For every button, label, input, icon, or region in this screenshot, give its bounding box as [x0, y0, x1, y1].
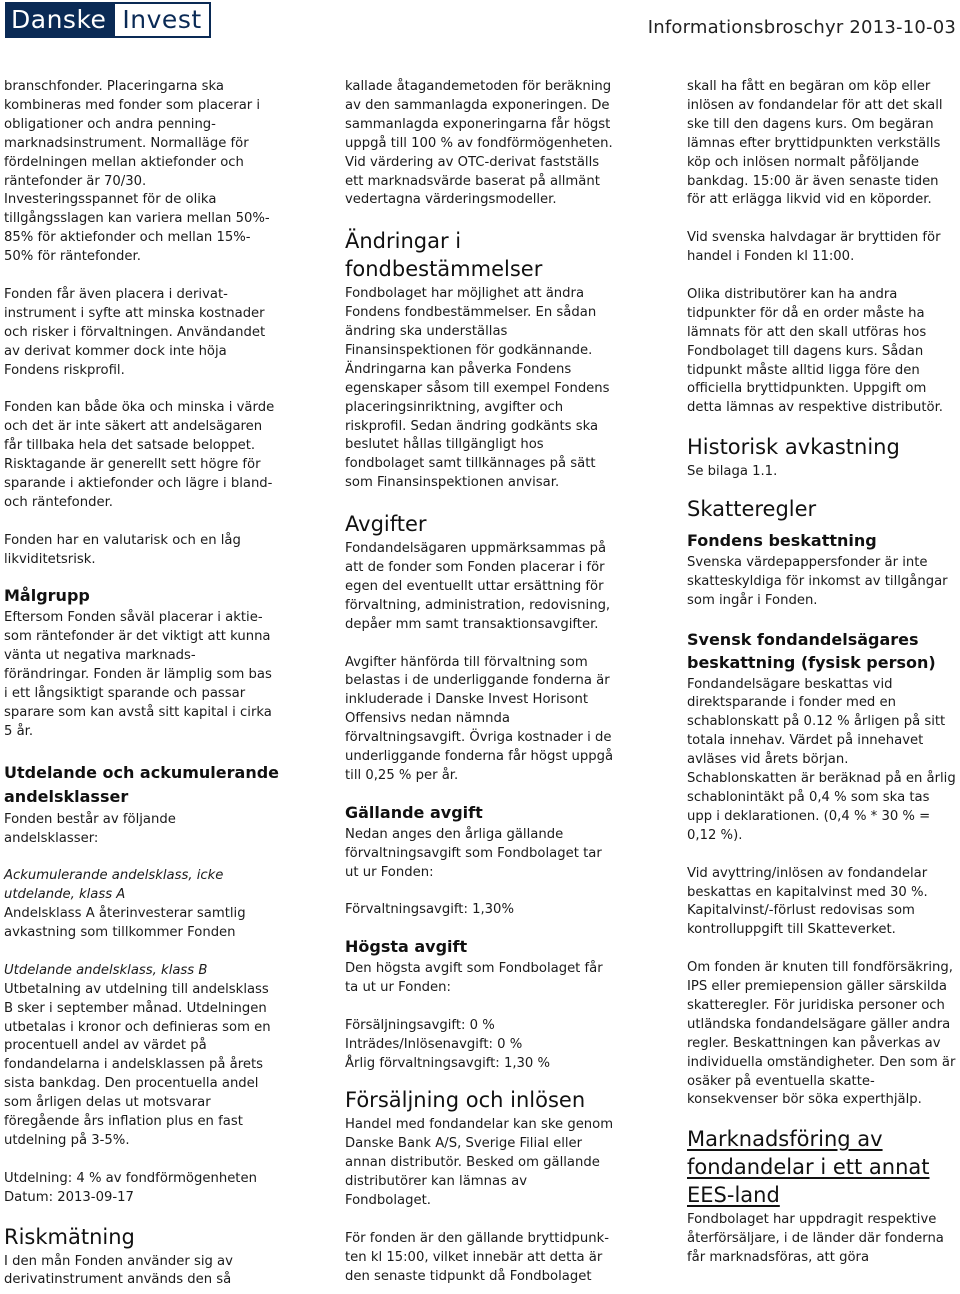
paragraph: kallade åtagandemetoden för beräkning av den sammanlagda exponeringen. De sammanlagda exponeringarna får högst uppgå till 100 % av fondförmögenheten. Vid värdering av OTC-derivat fastställs ett marknadsvärde baserat på allmänt vedertagna värderingsmodeller.: [345, 79, 613, 208]
paragraph: branschfonder. Placeringarna ska kombineras med fonder som placerar i obligationer och andra penning- marknadsinstrument. Normalläge för fördelningen mellan aktiefonder och räntefonder är 70/30. Investeringsspannet för de olika tillgångsslagen kan variera mellan 50%- 85% för aktiefonder och mellan 15%- 50% för räntefonder.: [4, 79, 270, 265]
heading-marknadsforing: Marknadsföring av fondandelar i ett annat EES-land: [687, 1127, 930, 1208]
paragraph: Fonden kan både öka och minska i värde och det är inte säkert att andelsägaren får tillbaka hela det satsade beloppet. Risktagande är generellt sett högre för sparande i aktiefonder och lägre i bland- och räntefonder.: [4, 400, 275, 510]
paragraph: Nedan anges den årliga gällande förvaltningsavgift som Fondbolaget tar ut ur Fonden:: [345, 826, 602, 880]
page-header: [0, 0, 960, 60]
heading-utdelande: Utdelande och ackumulerande andelsklasser: [4, 762, 280, 806]
paragraph: Fondandelsägaren uppmärksammas på att de fonder som Fonden placerar i för egen del eventuellt uttar ersättning för förvaltning, administration, redovisning, depåer mm samt transaktionsavgifter.: [345, 541, 611, 632]
paragraph: Förvaltningsavgift: 1,30%: [345, 902, 514, 918]
heading-historisk: Historisk avkastning: [687, 435, 900, 460]
danske-invest-logo: [5, 2, 211, 38]
heading-skatteregler: Skatteregler: [687, 496, 817, 521]
paragraph: Den högsta avgift som Fondbolaget får ta ut ur Fonden:: [345, 961, 603, 996]
paragraph: Fonden har en valutarisk och en låg likviditetsrisk.: [4, 532, 241, 567]
paragraph: Vid svenska halvdagar är bryttiden för handel i Fonden kl 11:00.: [687, 230, 941, 265]
paragraph: Svenska värdepappersfonder är inte skatteskyldiga för inkomst av tillgångar som ingår i Fonden.: [687, 554, 948, 608]
column-1: [4, 78, 294, 1294]
paragraph: För fonden är den gällande bryttidpunk- ten kl 15:00, vilket innebär att detta är den senaste tidpunkt då Fondbolaget: [345, 1230, 609, 1284]
paragraph: I den mån Fonden använder sig av derivatinstrument används den så: [4, 1253, 233, 1288]
heading-malgrupp: Målgrupp: [4, 586, 90, 606]
paragraph: Fondbolaget har uppdragit respektive återförsäljare, i de länder där fonderna får marknadsföras, att göra: [687, 1212, 944, 1266]
heading-avgifter: Avgifter: [345, 512, 427, 537]
logo-invest: Invest: [113, 2, 210, 38]
paragraph: Handel med fondandelar kan ske genom Danske Bank A/S, Sverige Filial eller annan distributör. Besked om gällande distributörer kan lämnas av Fondbolaget.: [345, 1117, 614, 1209]
italic-subheading: Utdelande andelsklass, klass B: [4, 962, 208, 978]
paragraph: Vid avyttring/inlösen av fondandelar beskattas en kapitalvinst med 30 %. Kapitalvinst/-förlust redovisas som kontrolluppgift till Skatteverket.: [687, 865, 928, 938]
paragraph: Fondbolaget har möjlighet att ändra Fondens fondbestämmelser. En sådan ändring ska underställas Finansinspektionen för godkännande. Ändringarna kan påverka Fondens egenskaper såsom till exempel Fondens placeringsinriktning, avgifter och riskprofil. Sedan ändring godkänts ska beslutet hållas tillgängligt hos fondbolaget samt tillkännages på sätt som Finansinspektionen anvisar.: [345, 286, 610, 491]
paragraph: Utdelning: 4 % av fondförmögenheten Datum: 2013-09-17: [4, 1170, 257, 1205]
heading-forsaljning: Försäljning och inlösen: [345, 1088, 586, 1113]
paragraph: skall ha fått en begäran om köp eller inlösen av fondandelar för att det skall ske till den dagens kurs. Om begäran lämnas efter bryttidpunkten verkställs köp och inlösen normalt påföljande bankdag. 15:00 är även senaste tiden för att erlägga likvid vid en köporder.: [687, 79, 943, 208]
paragraph: Olika distributörer kan ha andra tidpunkter för då en order måste ha lämnats för att den skall utföras hos Fondbolaget till dagens kurs. Sådan tidpunkt måste alltid ligga före den officiella bryttidpunkten. Uppgift om detta lämnas av respektive distributör.: [687, 286, 943, 416]
paragraph: Försäljningsavgift: 0 % Inträdes/Inlösenavgift: 0 % Årlig förvaltningsavgift: 1,30 %: [345, 1017, 551, 1071]
paragraph: Se bilaga 1.1.: [687, 464, 778, 480]
paragraph: Om fonden är knuten till fondförsäkring, IPS eller premiepension gäller särskilda skatteregler. För juridiska personer och utländska fondandelsägare gäller andra regler. Beskattningen kan påverkas av individuella omständigheter. Den som är osäker på eventuella skatte- konsekvenser bör söka experthjälp.: [687, 960, 956, 1108]
heading-fondens-beskattning: Fondens beskattning: [687, 530, 877, 550]
paragraph: Utbetalning av utdelning till andelsklass B sker i september månad. Utdelningen utbetalas i kronor och definieras som en procentuell andel av värdet på fondandelarna i andelsklassen på årets sista bankdag. Den procentuella andel som årligen delas ut motsvarar föregående års inflation plus en fast utdelning på 3-5%.: [4, 981, 271, 1149]
column-3: [687, 78, 959, 1287]
column-2: [345, 78, 630, 1294]
document-title: Informationsbroschyr 2013-10-03: [647, 17, 956, 38]
paragraph: Fondandelsägare beskattas vid direktsparande i fonder med en schablonskatt på 0.12 % årligen på sitt totala innehav. Värdet på innehavet avläses vid årets början. Schablonskatten är beräknad på en årlig schablonintäkt på 0,4 % som ska tas upp i deklarationen. (0,4 % * 30 % = 0,12 %).: [687, 676, 956, 843]
paragraph: Avgifter hänförda till förvaltning som belastas i de underliggande fonderna är inkluderade i Danske Invest Horisont Offensivs nedan nämnda förvaltningsavgift. Övriga kostnader i de underliggande fonderna får högst uppgå till 0,25 % per år.: [345, 654, 614, 783]
heading-riskmatning: Riskmätning: [4, 1224, 135, 1249]
italic-subheading: Ackumulerande andelsklass, icke utdelande, klass A: [4, 868, 224, 903]
heading-andringar: Ändringar i fondbestämmelser: [345, 229, 543, 282]
logo-danske: Danske: [5, 2, 113, 38]
paragraph: Fonden består av följande andelsklasser:: [4, 811, 176, 846]
paragraph: Fonden får även placera i derivat- instrument i syfte att minska kostnader och risker i förvaltningen. Användandet av derivat kommer dock inte höja Fondens riskprofil.: [4, 286, 266, 378]
heading-hogsta-avgift: Högsta avgift: [345, 937, 468, 957]
paragraph: Andelsklass A återinvesterar samtlig avkastning som tillkommer Fonden: [4, 906, 246, 941]
paragraph: Eftersom Fonden såväl placerar i aktie- som räntefonder är det viktigt att kunna vänta ut negativa marknads- förändringar. Fonden är lämplig som bas i ett långsiktigt sparande och passar sparare som kan avstå sitt kapital i cirka 5 år.: [4, 610, 272, 739]
heading-gallande-avgift: Gällande avgift: [345, 802, 483, 822]
heading-svensk-beskattning: Svensk fondandelsägares beskattning (fysisk person): [687, 629, 936, 672]
